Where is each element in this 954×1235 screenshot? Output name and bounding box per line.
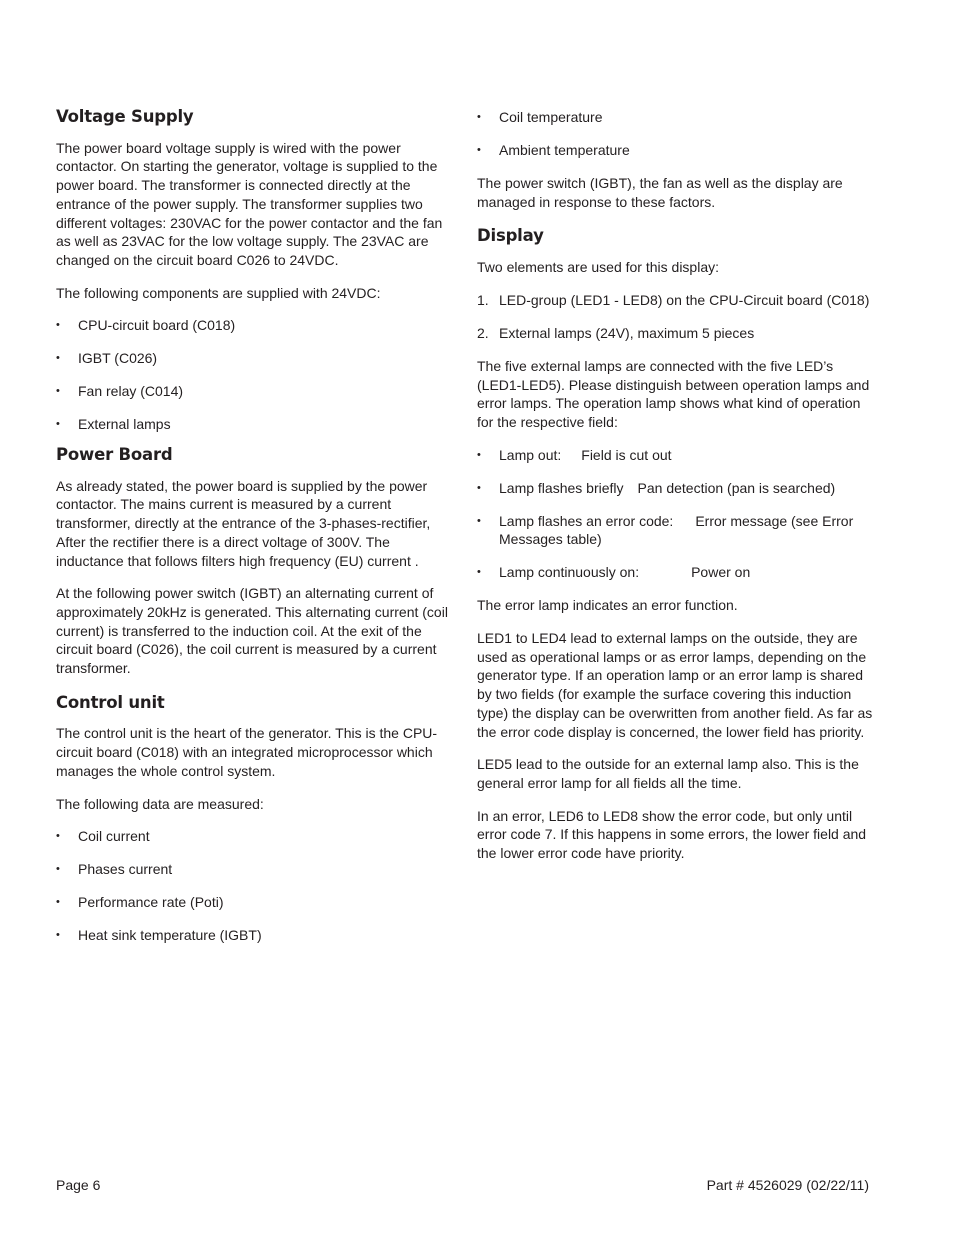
power-board-paragraph-2: At the following power switch (IGBT) an alternating current of approximately 20kHz is generated. This alternating current (coil current) is transferred to the induction coil. At the exit of the circuit board (C026), the coil current is measured by a current transformer. [56,585,448,677]
list-item [477,479,873,498]
bullet-icon: • [56,352,60,365]
bullet-icon: • [477,514,481,527]
list-item: • External lamps [56,416,171,433]
voltage-component-list [56,316,452,434]
power-board-paragraph-1: As already stated, the power board is supplied by the power contactor. The mains current is measured by a current transformer, directly at the entrance of the 3-phases-rectifier, After the rectifier there is a direct voltage of 300V. The inductance that follows filters high frequency (EU) current . [56,477,431,569]
lamp-state-key: Lamp flashes an error code: [499,512,674,529]
bullet-icon: • [477,111,481,123]
bullet-icon: • [56,830,60,843]
power-board-heading: Power Board [56,445,173,465]
voltage-supply-paragraph: The power board voltage supply is wired with the power contactor. On starting the generator, voltage is supplied to the power board. The transformer is connected directly at the entrance of the power supply. The transformer supplies two different voltages: 230VAC for the power contactor and the fan as well as 23VAC for the low voltage supply. The 23VAC are changed on the circuit board C026 to 24VDC. [56,139,443,268]
left-column [56,108,452,959]
measured-data-list [56,827,452,945]
list-item: • IGBT (C026) [56,350,158,367]
led1-led4-paragraph: LED1 to LED4 lead to external lamps on the outside, they are used as operational lamps or as error lamps, depending on the generator type. If an operation lamp or an error lamp is shared by two fields (for example the surface covering this induction type) the display can be overwritten from another field. As far as the error code display is concerned, the lower field has priority. [477,630,873,740]
control-unit-heading: Control unit [56,692,165,712]
lamp-state-value: Pan detection (pan is searched) [637,479,836,496]
list-item: • Coil temperature [477,109,603,125]
lamp-state-value: Error message (see Error Messages table) [499,512,854,548]
list-item: • Phases current [56,861,173,878]
managed-factors-paragraph: The power switch (IGBT), the fan as well as the display are managed in response to these factors. [477,175,843,210]
list-item [477,446,873,465]
list-item: • Performance rate (Poti) [56,894,224,911]
bullet-icon: • [477,566,481,579]
display-heading: Display [477,226,544,246]
lamp-state-key: Lamp continuously on: [499,564,640,581]
list-item [477,563,873,582]
lamp-state-key: Lamp out: [499,446,562,463]
list-item: 1. LED-group (LED1 - LED8) on the CPU-Circuit board (C018) [477,291,870,308]
control-unit-paragraph: The control unit is the heart of the generator. This is the CPU-circuit board (C018) with an integrated microprocessor which manages the whole control system. [56,725,438,779]
page-number: Page 6 [56,1177,101,1193]
bullet-icon: • [56,896,60,909]
bullet-icon: • [56,385,60,398]
list-item: • Fan relay (C014) [56,383,184,400]
led6-led8-paragraph: In an error, LED6 to LED8 show the error code, but only until error code 7. If this happens in some errors, the lower field and the lower error code have priority. [477,807,867,862]
bullet-icon: • [56,418,60,431]
error-lamp-paragraph: The error lamp indicates an error function. [477,597,738,614]
right-column [477,108,873,877]
display-intro: Two elements are used for this display: [477,259,720,276]
list-item: • Ambient temperature [477,142,630,158]
bullet-icon: • [56,929,60,942]
bullet-icon: • [477,144,481,156]
external-lamps-paragraph: The five external lamps are connected with the five LED’s (LED1-LED5). Please distinguish between operation lamps and error lamps. The operation lamp shows what kind of operation for the respective field: [477,357,870,430]
lamp-state-value: Power on [691,564,751,581]
measured-data-list-continued [477,108,873,160]
list-item: 2. External lamps (24V), maximum 5 pieces [477,324,755,341]
list-item: • Coil current [56,828,150,845]
bullet-icon: • [56,863,60,876]
bullet-icon: • [477,481,481,494]
display-elements-list [477,291,873,343]
bullet-icon: • [56,319,60,332]
part-number: Part # 4526029 (02/22/11) [706,1177,869,1193]
voltage-supply-heading: Voltage Supply [56,107,194,126]
lamp-state-key: Lamp flashes briefly [499,479,624,496]
led5-paragraph: LED5 lead to the outside for an external lamp also. This is the general error lamp for all fields all the time. [477,756,859,791]
lamp-states-list [477,446,873,582]
list-item [477,512,873,549]
list-item: • Heat sink temperature (IGBT) [56,927,262,944]
list-item: • CPU-circuit board (C018) [56,317,236,334]
control-unit-intro: The following data are measured: [56,795,264,812]
voltage-supply-intro: The following components are supplied with 24VDC: [56,284,381,301]
bullet-icon: • [477,448,481,461]
lamp-state-value: Field is cut out [581,446,672,463]
